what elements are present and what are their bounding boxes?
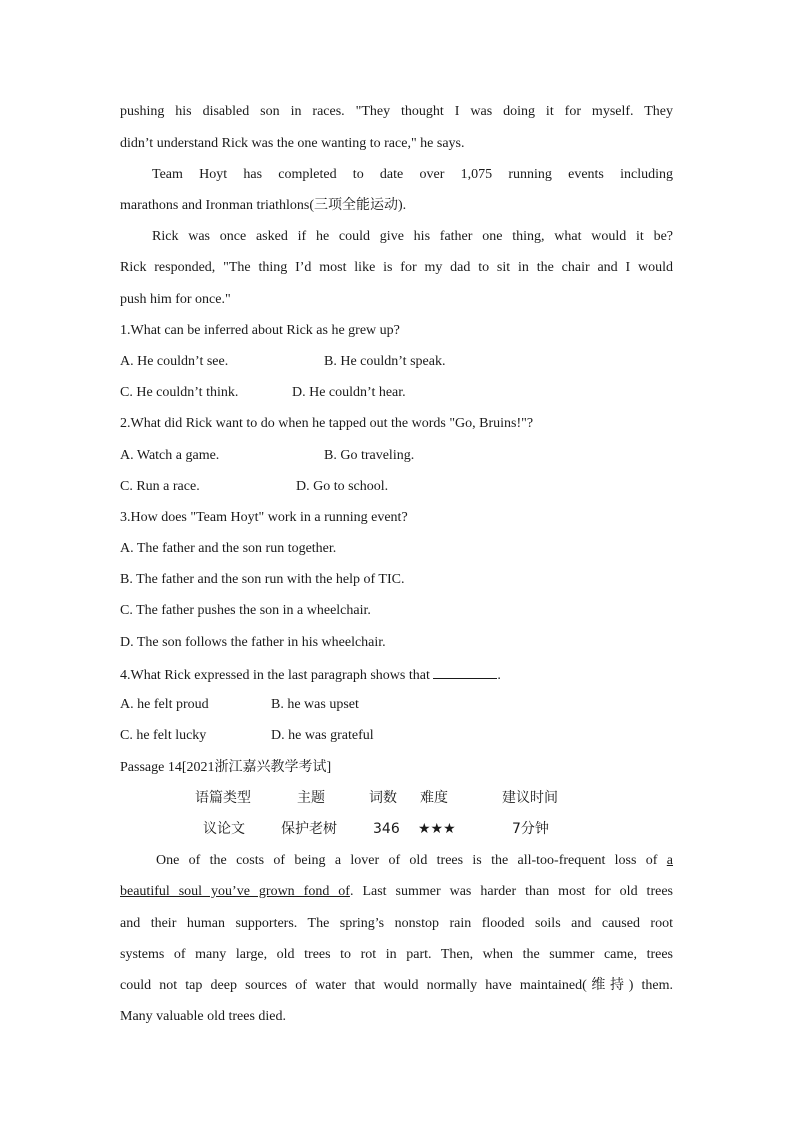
option-d[interactable]: D. He couldn’t hear. [292, 385, 406, 400]
underlined-text: beautiful soul you’ve grown fond of [120, 884, 350, 899]
table-cell: ★★★ [418, 821, 456, 837]
passage-line: marathons and Ironman triathlons(三项全能运动). [120, 198, 407, 213]
option-a[interactable]: A. he felt proud [120, 697, 209, 712]
passage-text: . Last summer was harder than most for old trees [349, 884, 673, 899]
question-stem-text: 4.What Rick expressed in the last paragraph shows that [120, 668, 434, 683]
option-c[interactable]: C. he felt lucky [120, 728, 207, 743]
passage-line: Many valuable old trees died. [120, 1009, 287, 1024]
table-header: 语篇类型 [195, 790, 251, 806]
option-b[interactable]: B. The father and the son run with the help of TIC. [120, 572, 405, 587]
table-header: 词数 [369, 790, 397, 806]
answer-blank[interactable] [433, 664, 497, 679]
passage-line: Rick responded, "The thing I’d most like is for my dad to sit in the chair and I would [120, 260, 673, 275]
option-c[interactable]: C. Run a race. [120, 479, 200, 494]
underlined-text: a [666, 853, 673, 868]
option-b[interactable]: B. Go traveling. [324, 448, 415, 463]
option-b[interactable]: B. He couldn’t speak. [324, 354, 446, 369]
table-cell: 7分钟 [512, 821, 549, 837]
option-b[interactable]: B. he was upset [271, 697, 359, 712]
passage-line: systems of many large, old trees to rot in part. Then, when the summer came, trees [120, 947, 673, 962]
table-header: 建议时间 [502, 790, 558, 806]
option-a[interactable]: A. Watch a game. [120, 448, 220, 463]
option-c[interactable]: C. The father pushes the son in a wheelchair. [120, 603, 371, 618]
passage-line: didn’t understand Rick was the one wanting to race," he says. [120, 136, 465, 151]
passage-title: Passage 14[2021浙江嘉兴教学考试] [120, 760, 332, 775]
table-header: 主题 [297, 790, 325, 806]
option-d[interactable]: D. Go to school. [296, 479, 389, 494]
question-stem: 2.What did Rick want to do when he tapped out the words "Go, Bruins!"? [120, 416, 534, 431]
question-stem: 3.How does "Team Hoyt" work in a running event? [120, 510, 408, 525]
passage-text: One of the costs of being a lover of old trees is the all-too-frequent loss of [156, 853, 667, 868]
question-stem-end: . [497, 668, 501, 683]
option-d[interactable]: D. he was grateful [271, 728, 374, 743]
table-cell: 346 [373, 821, 400, 837]
question-stem: 1.What can be inferred about Rick as he grew up? [120, 323, 400, 338]
table-cell: 保护老树 [281, 821, 337, 837]
passage-line [120, 882, 673, 902]
option-a[interactable]: A. He couldn’t see. [120, 354, 229, 369]
passage-line: pushing his disabled son in races. "They thought I was doing it for myself. They [120, 104, 673, 119]
passage-line: Team Hoyt has completed to date over 1,075 running events including [152, 167, 673, 182]
option-d[interactable]: D. The son follows the father in his wheelchair. [120, 635, 386, 650]
passage-line: Rick was once asked if he could give his father one thing, what would it be? [152, 229, 673, 244]
table-header: 难度 [420, 790, 448, 806]
passage-line: and their human supporters. The spring’s nonstop rain flooded soils and caused root [120, 916, 673, 931]
passage-line: could not tap deep sources of water that would normally have maintained(维持) them. [120, 978, 673, 993]
table-cell: 议论文 [203, 821, 245, 837]
question-stem [120, 664, 673, 686]
passage-line [156, 851, 673, 871]
option-a[interactable]: A. The father and the son run together. [120, 541, 337, 556]
passage-line: push him for once." [120, 292, 231, 307]
option-c[interactable]: C. He couldn’t think. [120, 385, 239, 400]
